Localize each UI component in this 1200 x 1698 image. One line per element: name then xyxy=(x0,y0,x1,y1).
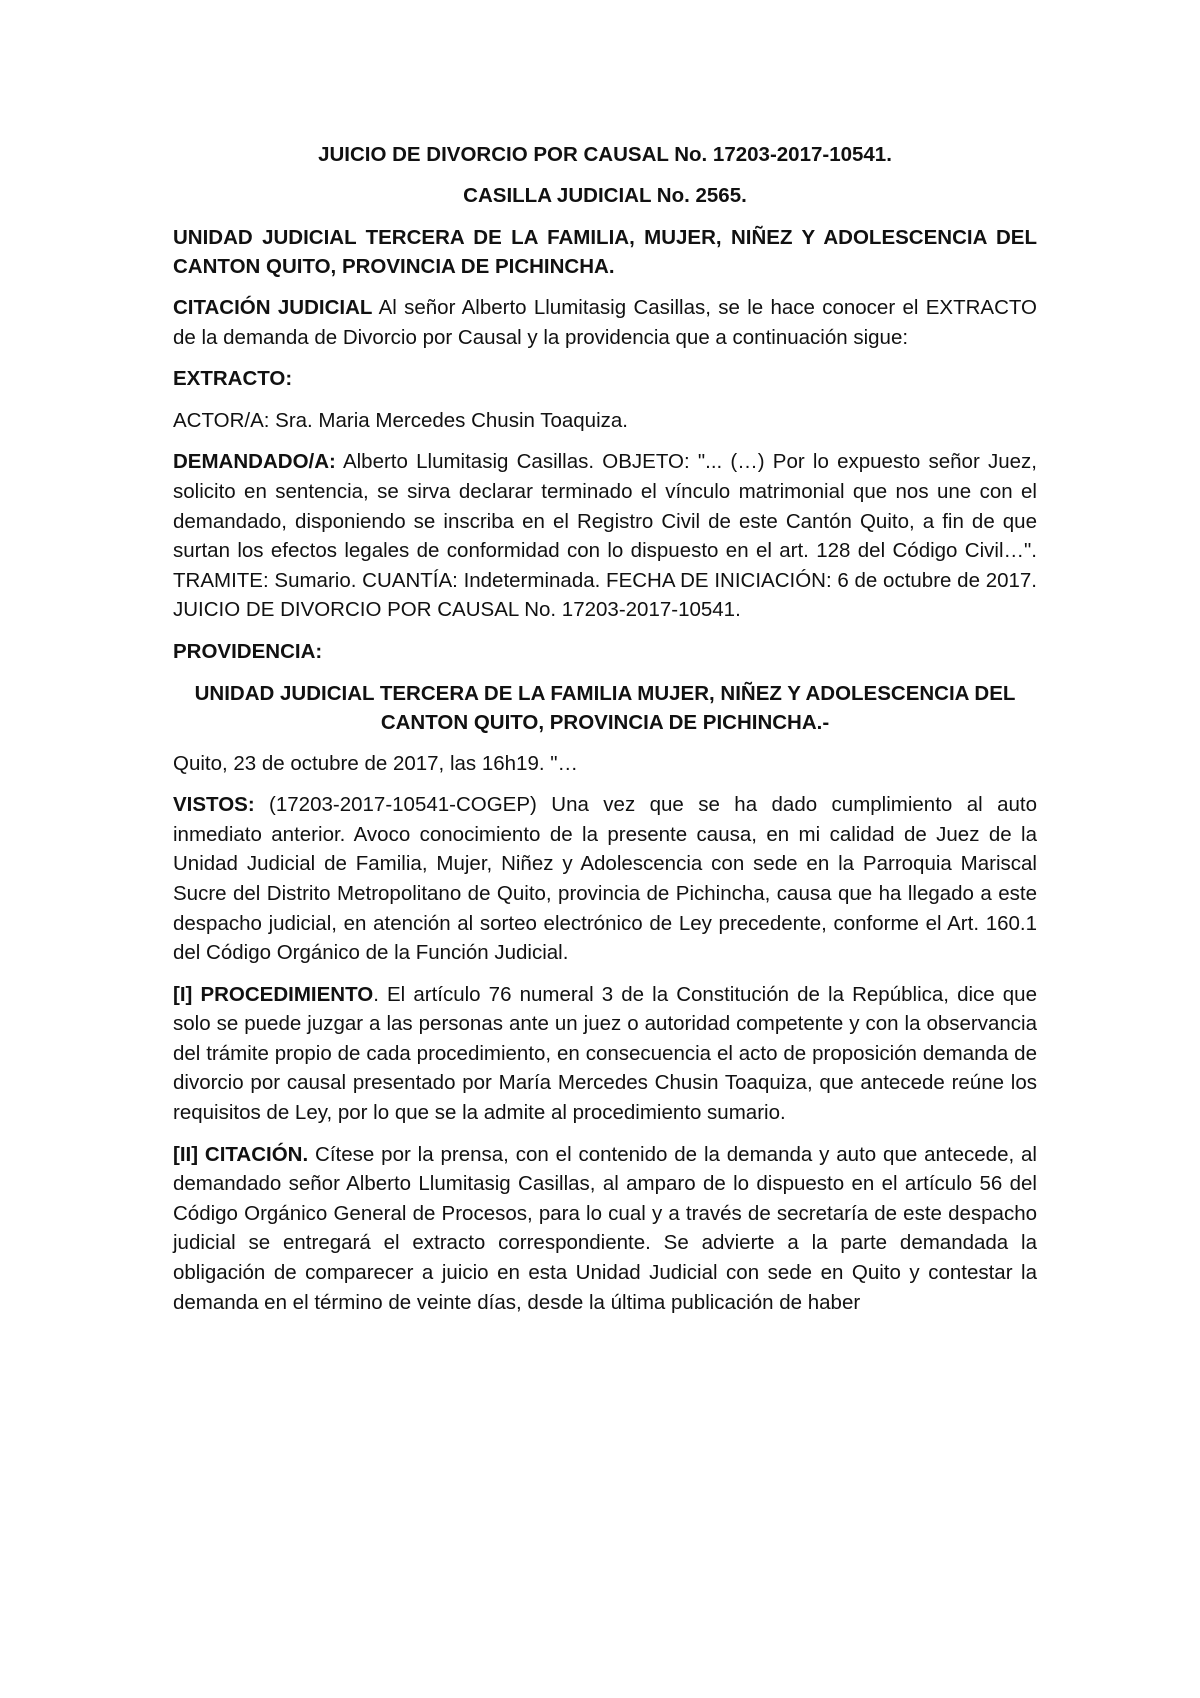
citacion-judicial-label: CITACIÓN JUDICIAL xyxy=(173,296,373,319)
procedimiento-paragraph xyxy=(173,980,1037,1128)
citacion-judicial-paragraph xyxy=(173,293,1037,352)
providencia-label: PROVIDENCIA: xyxy=(173,639,323,663)
demandado-paragraph xyxy=(173,447,1037,625)
citacion-paragraph xyxy=(173,1140,1037,1318)
case-title: JUICIO DE DIVORCIO POR CAUSAL No. 17203-2017-10541. xyxy=(318,143,892,166)
citacion-judicial-text: Al señor Alberto Llumitasig Casillas, se le hace conocer el EXTRACTO de la demanda de Divorcio por Causal y la providencia que a continuación sigue: xyxy=(173,296,1037,349)
vistos-paragraph xyxy=(173,790,1037,968)
unidad-judicial-heading: UNIDAD JUDICIAL TERCERA DE LA FAMILIA, MUJER, NIÑEZ Y ADOLESCENCIA DEL CANTON QUITO, PROVINCIA DE PICHINCHA. xyxy=(173,226,1037,278)
procedimiento-text: . El artículo 76 numeral 3 de la Constitución de la República, dice que solo se puede juzgar a las personas ante un juez o autoridad competente y con la observancia del trámite propio de cada procedimiento, en consecuencia el acto de proposición demanda de divorcio por causal presentado por María Mercedes Chusin Toaquiza, que antecede reúne los requisitos de Ley, por lo que se la admite al procedimiento sumario. xyxy=(173,982,1037,1125)
vistos-text: (17203-2017-10541-COGEP) Una vez que se ha dado cumplimiento al auto inmediato anterior. Avoco conocimiento de la presente causa, en mi calidad de Juez de la Unidad Judicial de Familia, Mujer, Niñez y Adolescencia con sede en la Parroquia Mariscal Sucre del Distrito Metropolitano de Quito, provincia de Pichincha, causa que ha llegado a este despacho judicial, en atención al sorteo electrónico de Ley precedente, conforme el Art. 160.1 del Código Orgánico de la Función Judicial. xyxy=(173,793,1037,965)
extracto-label: EXTRACTO: xyxy=(173,367,293,391)
casilla-judicial: CASILLA JUDICIAL No. 2565. xyxy=(463,184,747,207)
citacion-text: Cítese por la prensa, con el contenido de la demanda y auto que antecede, al demandado señor Alberto Llumitasig Casillas, al amparo de lo dispuesto en el artículo 56 del Código Orgánico General de Procesos, para lo cual y a través de secretaría de este despacho judicial se entregará el extracto correspondiente. Se advierte a la parte demandada la obligación de comparecer a juicio en esta Unidad Judicial con sede en Quito y contestar la demanda en el término de veinte días, desde la última publicación de haber xyxy=(173,1142,1037,1314)
providencia-unidad-heading: UNIDAD JUDICIAL TERCERA DE LA FAMILIA MUJER, NIÑEZ Y ADOLESCENCIA DEL CANTON QUITO, PROVINCIA DE PICHINCHA.- xyxy=(194,681,1016,734)
procedimiento-label: [I] PROCEDIMIENTO xyxy=(173,982,374,1006)
actor-line: ACTOR/A: Sra. Maria Mercedes Chusin Toaquiza. xyxy=(173,408,628,432)
demandado-label: DEMANDADO/A: xyxy=(173,450,336,474)
providencia-fecha: Quito, 23 de octubre de 2017, las 16h19. "… xyxy=(173,751,579,775)
vistos-label: VISTOS: xyxy=(173,793,255,817)
citacion-label: [II] CITACIÓN. xyxy=(173,1142,309,1166)
demandado-text: Alberto Llumitasig Casillas. OBJETO: "... (…) Por lo expuesto señor Juez, solicito en sentencia, se sirva declarar terminado el vínculo matrimonial que nos une con el demandado, disponiendo se inscriba en el Registro Civil de este Cantón Quito, a fin de que surtan los efectos legales de conformidad con lo dispuesto en el art. 128 del Código Civil…". TRAMITE: Sumario. CUANTÍA: Indeterminada. FECHA DE INICIACIÓN: 6 de octubre de 2017. JUICIO DE DIVORCIO POR CAUSAL No. 17203-2017-10541. xyxy=(173,450,1037,622)
